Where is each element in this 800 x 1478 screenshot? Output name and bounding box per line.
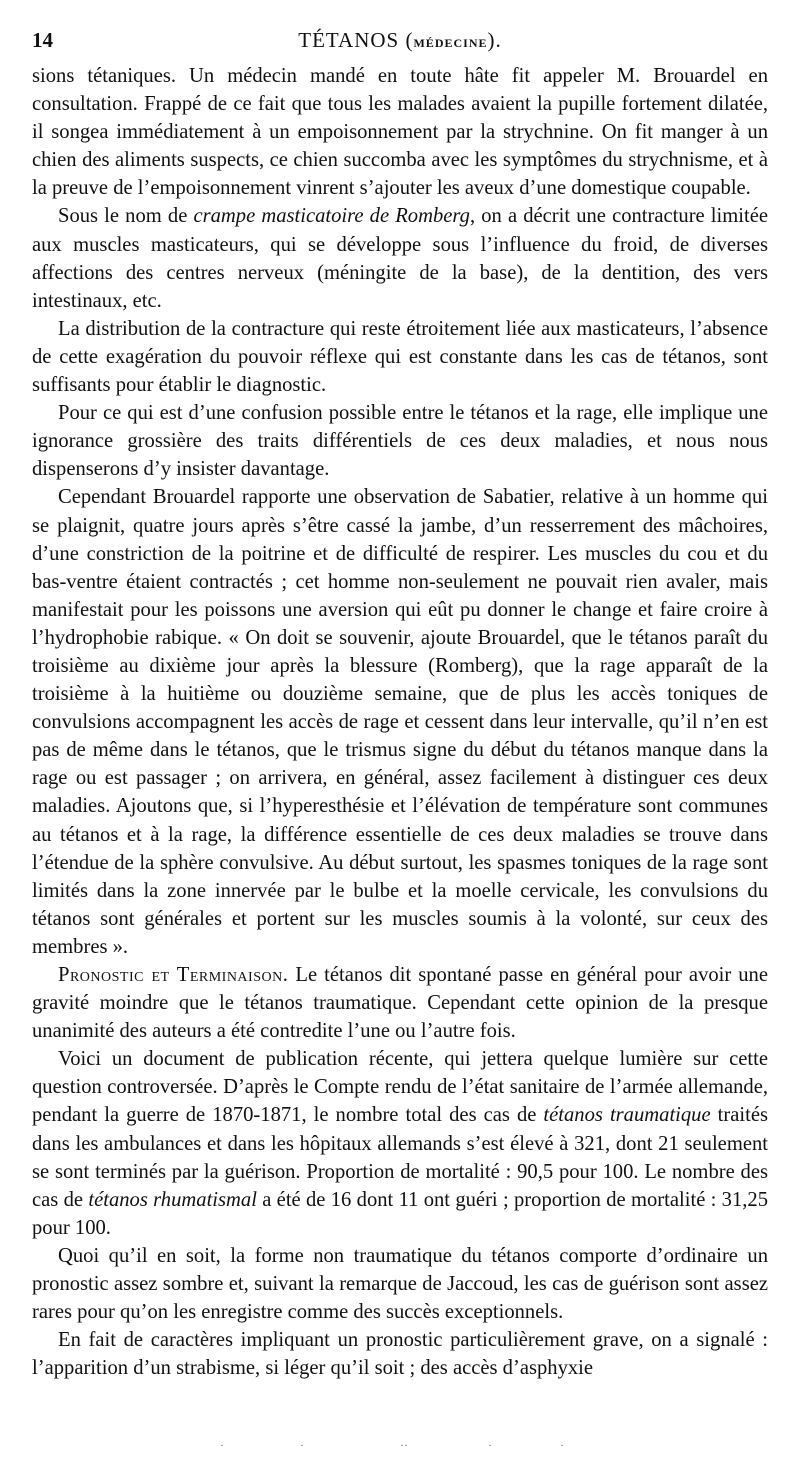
section-heading-pronostic: Pronostic et Terminaison. (58, 964, 289, 986)
p7-italic-traumatique: tétanos traumatique (543, 1104, 711, 1127)
p6-text: Le tétanos dit spontané passe en général pour avoir une gravité moindre que le tétanos traumatique. Cependant cette opinion de la presque unanimité des auteurs a été contredite l’une ou l’autre fois. (32, 964, 768, 1043)
p7-text-c: a été de 16 dont 11 ont guéri ; proportion de mortalité : 31,25 pour 100. (32, 1188, 769, 1239)
running-title-main: TÉTANOS (298, 28, 400, 52)
dot: ·· (400, 1438, 408, 1452)
paragraph-rage-confusion: Pour ce qui est d’une confusion possible entre le tétanos et la rage, elle implique une ignorance grossière des traits différentiels de ces deux maladies, et nous nous dispenserons d’y insister davantage. (32, 402, 768, 481)
scan-dots (0, 1438, 800, 1452)
paragraph-crampe-masticatoire (32, 202, 768, 314)
p2-text-a: Sous le nom de (58, 205, 194, 228)
paragraph-distribution: La distribution de la contracture qui reste étroitement liée aux masticateurs, l’absence de cette exagération du pouvoir réflexe qui est constante dans les cas de tétanos, sont suffisants pour établir le diagnostic. (32, 317, 768, 397)
page (32, 28, 768, 1382)
section-open: ( (405, 28, 414, 52)
running-header (32, 28, 768, 62)
paragraph-brouardel-observation: Cependant Brouardel rapporte une observation de Sabatier, relative à un homme qui se plaignit, quatre jours après s’être cassé la jambe, d’un resserrement des mâchoires, d’une constriction de la poitrine et de difficulté de respirer. Les muscles du cou et du bas-ventre étaient contractés ; cet homme non-seulement ne pouvait rien avaler, mais manifestait pour les poissons une aversion qui eût pu donner le change et faire croire à l’hydrophobie rabique. « On doit se souvenir, ajoute Brouardel, que le tétanos paraît du troisième au dixième jour après la blessure (Romberg), que la rage apparaît de la troisième à la huitième ou douzième semaine, que de plus les accès toniques de convulsions accompagnent les accès de rage et cessent dans leur intervalle, qu’il n’en est pas de même dans le tétanos, que le trismus signe du début du tétanos manque dans la rage ou est passager ; on arrivera, en général, assez facilement à distinguer ces deux maladies. Ajoutons que, si l’hyperesthésie et l’élévation de température sont communes au tétanos et à la rage, la différence essentielle de ces deux maladies se trouve dans l’étendue de la sphère convulsive. Au début surtout, les spasmes toniques de la rage sont limités dans la zone innervée par le bulbe et la moelle cervicale, les convulsions du tétanos sont générales et portent sur les muscles soumis à la volonté, sur ceux des membres ». (32, 486, 768, 958)
p2-italic: crampe masticatoire de Romberg (193, 205, 470, 228)
running-title (32, 28, 768, 53)
page-number: 14 (32, 28, 53, 52)
body-text (32, 62, 768, 1382)
running-title-section: MÉDECINE (413, 36, 488, 50)
paragraph-continuation: sions tétaniques. Un médecin mandé en toute hâte fit appeler M. Brouardel en consultation. Frappé de ce fait que tous les malades avaient la pupille fortement dilatée, il songea immédiatement à un empoisonnement par la strychnine. On fit manger à un chien des aliments suspects, ce chien succomba avec les symptômes du strychnisme, et à la preuve de l’empoisonnement vinrent s’ajouter les aveux d’une domestique coupable. (32, 65, 768, 200)
paragraph-statistics (32, 1045, 768, 1242)
paragraph-forme-non-traumatique: Quoi qu’il en soit, la forme non traumatique du tétanos comporte d’ordinaire un pronostic assez sombre et, suivant la remarque de Jaccoud, les cas de guérison sont assez rares pour qu’on les enregistre comme des succès exceptionnels. (32, 1244, 768, 1324)
section-close: ). (487, 28, 502, 52)
p7-text-b: traités dans les ambulances et dans les hôpitaux allemands s’est élevé à 321, dont 21 seulement se sont terminés par la guérison. Proportion de mortalité : 90,5 pour 100. Le nombre des cas de (32, 1104, 768, 1211)
dot: · (300, 1438, 304, 1452)
p7-italic-rhumatismal: tétanos rhumatismal (88, 1188, 257, 1211)
dot: · (560, 1438, 564, 1452)
p7-text-a: Voici un document de publication récente, qui jettera quelque lumière sur cette question controversée. D’après le Compte rendu de l’état sanitaire de l’armée allemande, pendant la guerre de 1870-1871, le nombre total des cas de (32, 1048, 768, 1127)
dot: · (220, 1438, 224, 1452)
paragraph-pronostic (32, 961, 768, 1045)
dot: · (488, 1438, 492, 1452)
paragraph-caracteres-graves: En fait de caractères impliquant un pronostic particulièrement grave, on a signalé : l’apparition d’un strabisme, si léger qu’il soit ; des accès d’asphyxie (32, 1329, 768, 1380)
p2-text-b: , on a décrit une contracture limitée aux muscles masticateurs, qui se développe sous l’influence du froid, de diverses affections des centres nerveux (méningite de la base), de la dentition, des vers intestinaux, etc. (32, 205, 768, 312)
